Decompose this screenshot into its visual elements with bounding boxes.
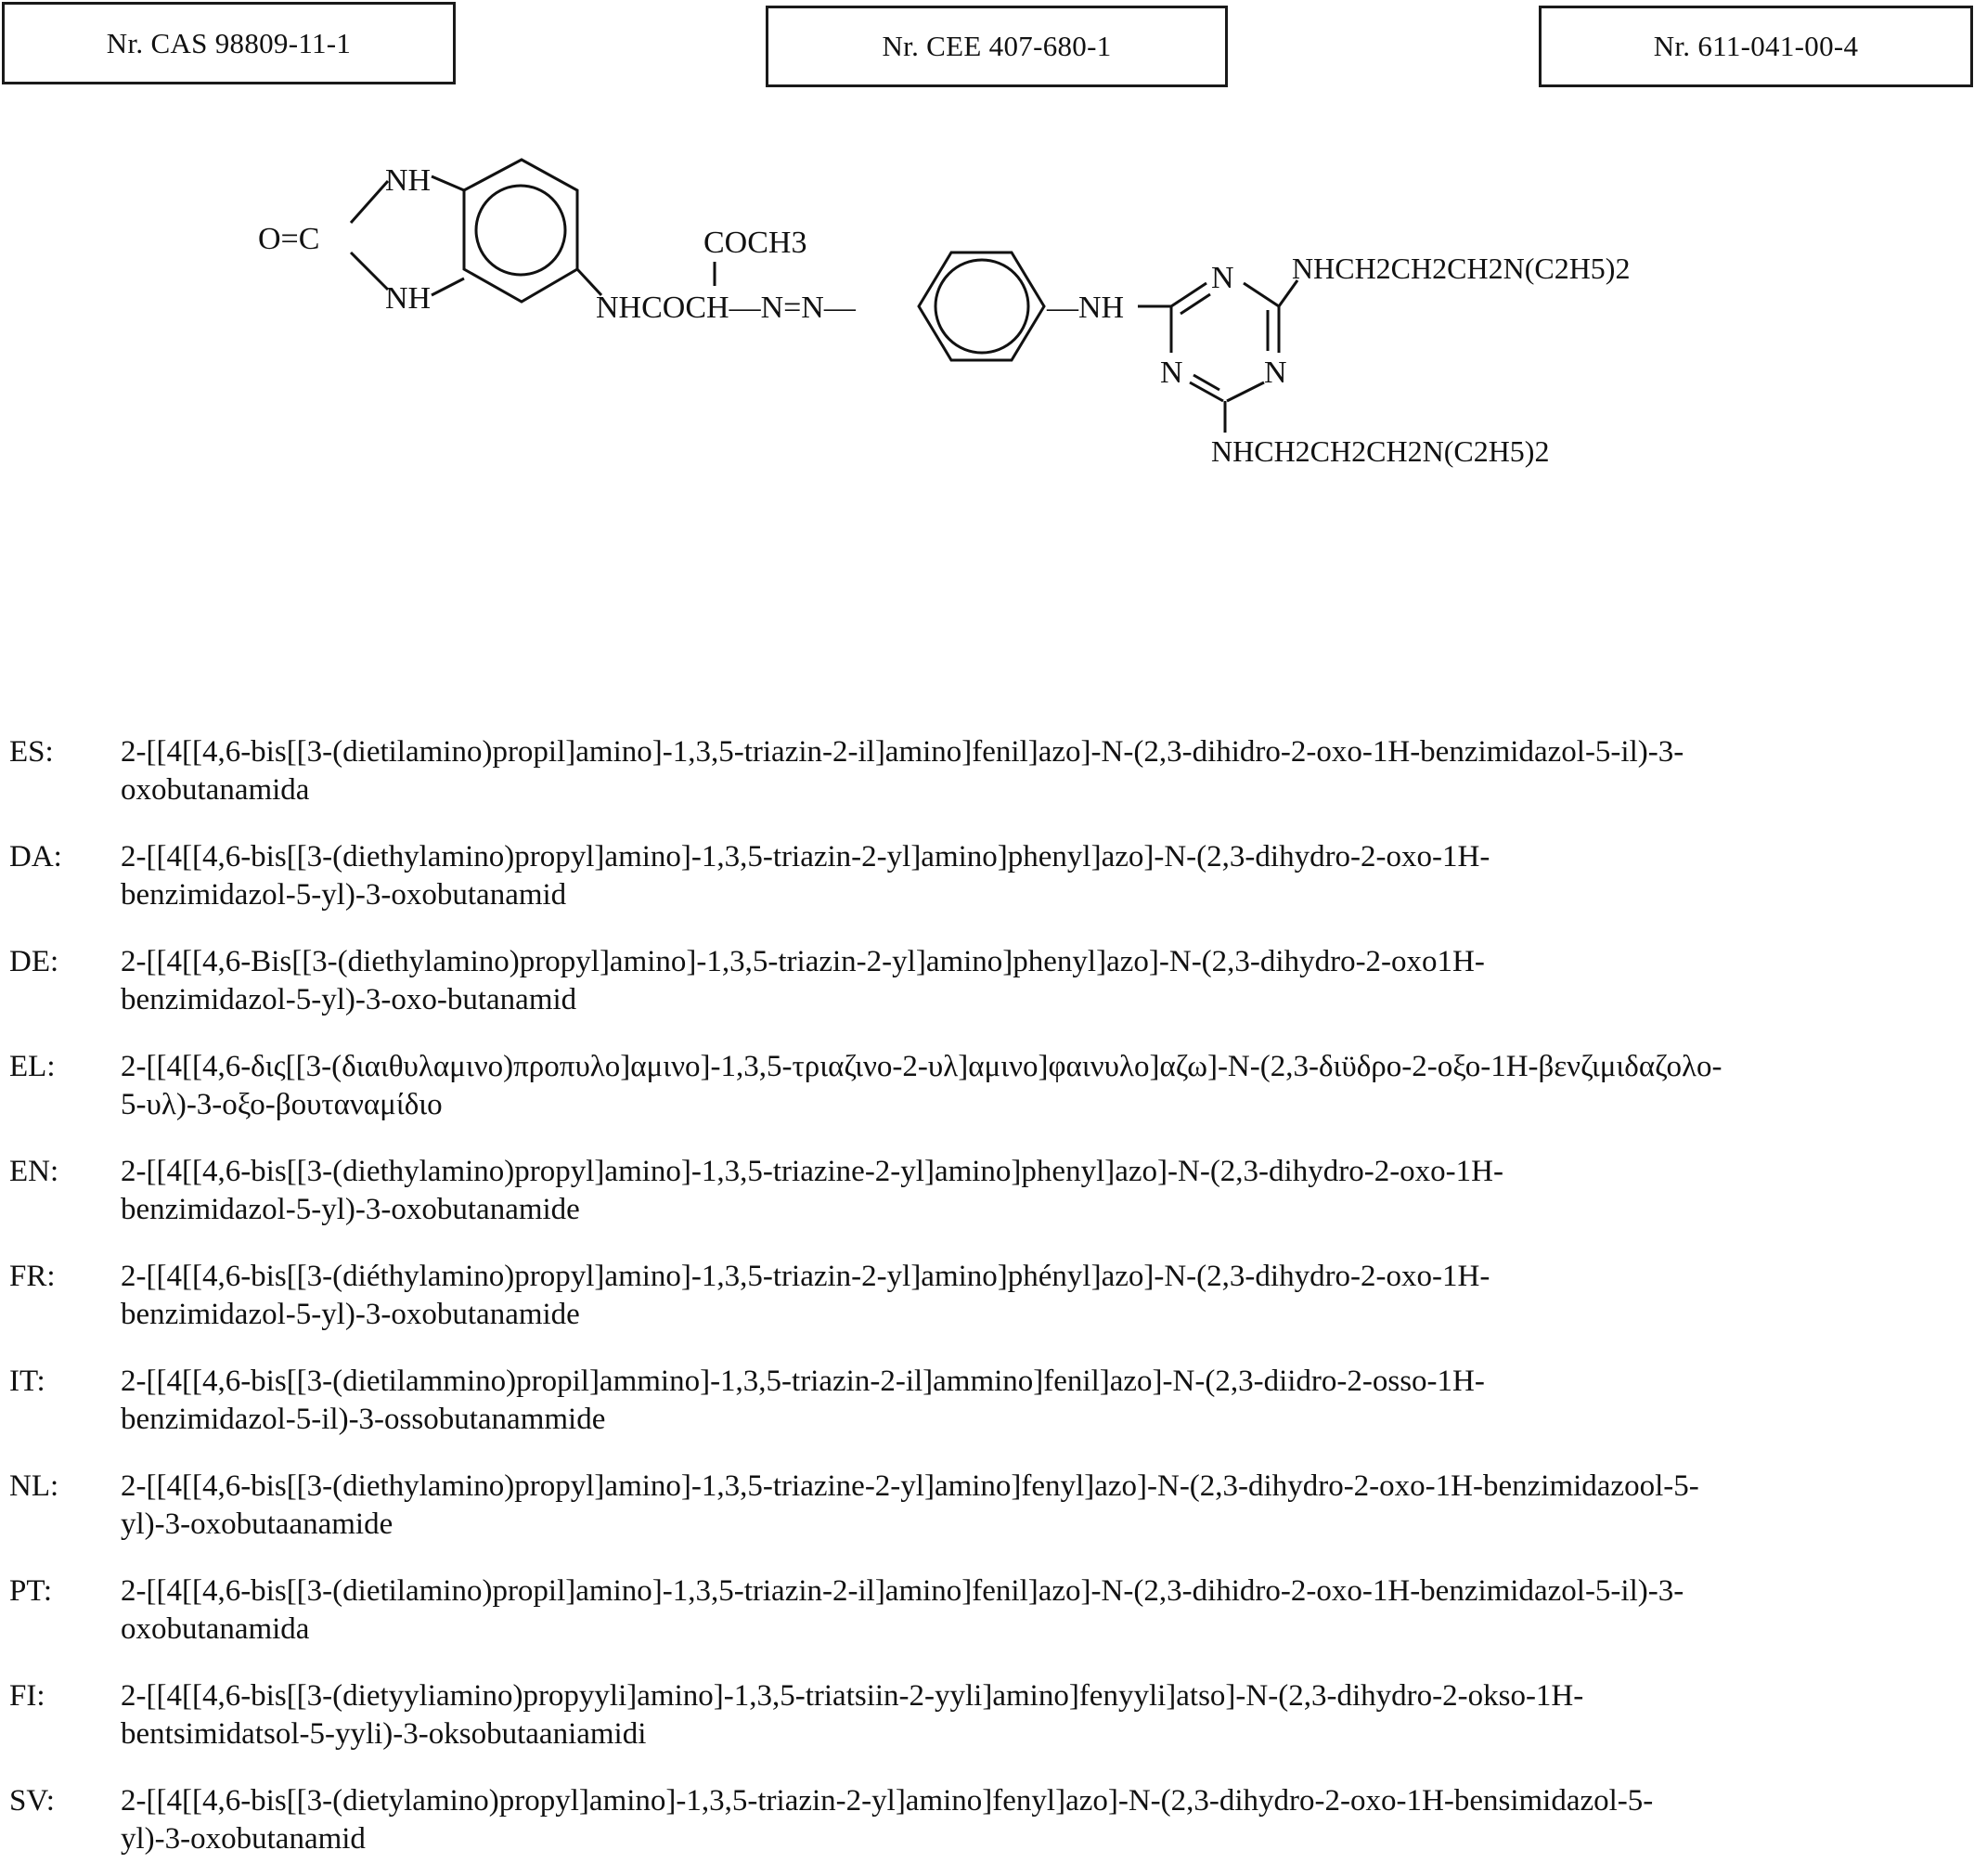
cee-number-box xyxy=(766,6,1228,87)
language-code: SV: xyxy=(9,1784,55,1818)
chemical-name-line-2: oxobutanamida xyxy=(121,773,310,807)
language-code: DE: xyxy=(9,945,59,978)
index-number-box xyxy=(1539,6,1973,87)
chemical-name xyxy=(121,1468,1968,1544)
chemical-name-line-1: 2-[[4[[4,6-bis[[3-(dietilammino)propil]ammino]-1,3,5-triazin-2-il]ammino]fenil]azo]-N-(2,3-diidro-2-osso-1H- xyxy=(121,1365,1485,1398)
benzene-ring-1-circle xyxy=(476,186,565,275)
chemical-name-line-2: 5-υλ)-3-οξο-βουταναμίδιο xyxy=(121,1088,443,1121)
struct-ring-n-top: N xyxy=(1211,261,1234,295)
cas-number: Nr. CAS 98809-11-1 xyxy=(106,26,352,59)
struct-side-chain-top: NHCH2CH2CH2N(C2H5)2 xyxy=(1292,252,1631,285)
chemical-name-line-2: bentsimidatsol-5-yyli)-3-oksobutaaniamidi xyxy=(121,1717,647,1751)
language-code: EL: xyxy=(9,1050,56,1083)
language-code: EN: xyxy=(9,1155,59,1188)
chemical-name xyxy=(121,1363,1968,1439)
chemical-name xyxy=(121,1677,1968,1753)
chemical-name-line-1: 2-[[4[[4,6-bis[[3-(dietyyliamino)propyyli]amino]-1,3,5-triatsiin-2-yyli]amino]fenyyli]atso]-N-(2,3-dihydro-2-okso-1H- xyxy=(121,1679,1584,1713)
triazine-bond-5 xyxy=(1190,382,1223,401)
chemical-name xyxy=(121,1153,1968,1229)
language-code: DA: xyxy=(9,840,62,873)
chemical-name-line-1: 2-[[4[[4,6-bis[[3-(dietilamino)propil]amino]-1,3,5-triazin-2-il]amino]fenil]azo]-N-(2,3-dihidro-2-oxo-1H-benzimidazol-5-il)-3- xyxy=(121,735,1684,769)
bond-c-nh-top xyxy=(351,181,388,223)
chemical-name-line-1: 2-[[4[[4,6-bis[[3-(dietilamino)propil]amino]-1,3,5-triazin-2-il]amino]fenil]azo]-N-(2,3-dihidro-2-oxo-1H-benzimidazol-5-il)-3- xyxy=(121,1574,1684,1608)
language-code: ES: xyxy=(9,735,54,769)
struct-nh-link: —NH xyxy=(1047,291,1125,325)
struct-coch3: COCH3 xyxy=(703,226,807,260)
benzene-ring-1 xyxy=(464,160,577,302)
struct-ring-n-right: N xyxy=(1264,356,1287,390)
chemical-name xyxy=(121,733,1968,809)
chemical-name-line-2: oxobutanamida xyxy=(121,1612,310,1646)
triazine-bond-1 xyxy=(1171,283,1206,306)
struct-side-chain-bottom: NHCH2CH2CH2N(C2H5)2 xyxy=(1211,434,1550,468)
language-code: NL: xyxy=(9,1469,59,1503)
struct-o-eq-c: O=C xyxy=(258,222,320,256)
cas-number-box xyxy=(2,2,456,84)
language-code: FI: xyxy=(9,1679,45,1713)
chemical-name-line-1: 2-[[4[[4,6-bis[[3-(diethylamino)propyl]amino]-1,3,5-triazine-2-yl]amino]fenyl]azo]-N-(2,3-dihydro-2-oxo-1H-benzimidazool-5- xyxy=(121,1469,1699,1503)
chemical-structure xyxy=(0,130,1974,492)
language-code: IT: xyxy=(9,1365,45,1398)
index-number: Nr. 611-041-00-4 xyxy=(1653,30,1859,62)
struct-nhcoch-azo: NHCOCH—N=N— xyxy=(596,291,856,325)
chemical-name-line-1: 2-[[4[[4,6-Bis[[3-(diethylamino)propyl]amino]-1,3,5-triazin-2-yl]amino]phenyl]azo]-N-(2,3-dihydro-2-oxo1H- xyxy=(121,945,1485,978)
struct-nh-bottom: NH xyxy=(385,281,432,316)
chemical-name-line-1: 2-[[4[[4,6-bis[[3-(dietylamino)propyl]amino]-1,3,5-triazin-2-yl]amino]fenyl]azo]-N-(2,3-dihydro-2-oxo-1H-bensimidazol-5- xyxy=(121,1784,1654,1818)
bond-nh-top-ring xyxy=(432,176,464,190)
bond-c-nh-bottom xyxy=(351,252,388,290)
benzene-ring-2 xyxy=(919,252,1044,360)
triazine-bond-4 xyxy=(1227,382,1264,401)
language-code: PT: xyxy=(9,1574,53,1608)
chemical-name-line-2: benzimidazol-5-yl)-3-oxobutanamide xyxy=(121,1298,580,1331)
struct-ring-n-left: N xyxy=(1160,356,1183,390)
chemical-name-line-1: 2-[[4[[4,6-δις[[3-(διαιθυλαμινο)προπυλο]αμινο]-1,3,5-τριαζινο-2-υλ]αμινο]φαινυλο]αζω]-N-(2,3-διϋδρο-2-οξο-1H-βενζιμιδαζολο- xyxy=(121,1050,1722,1083)
chemical-name-line-2: yl)-3-oxobutaanamide xyxy=(121,1507,394,1541)
chemical-name-line-1: 2-[[4[[4,6-bis[[3-(diethylamino)propyl]amino]-1,3,5-triazin-2-yl]amino]phenyl]azo]-N-(2,3-dihydro-2-oxo-1H- xyxy=(121,840,1490,873)
chemical-name-line-2: benzimidazol-5-yl)-3-oxo-butanamid xyxy=(121,983,577,1016)
chemical-name-line-2: benzimidazol-5-yl)-3-oxobutanamide xyxy=(121,1193,580,1226)
struct-nh-top: NH xyxy=(385,163,432,198)
chemical-name-line-2: benzimidazol-5-il)-3-ossobutanammide xyxy=(121,1403,606,1436)
chemical-name-line-1: 2-[[4[[4,6-bis[[3-(diethylamino)propyl]amino]-1,3,5-triazine-2-yl]amino]phenyl]azo]-N-(2,3-dihydro-2-oxo-1H- xyxy=(121,1155,1503,1188)
bond-nh-bottom-ring xyxy=(432,278,464,295)
chemical-name xyxy=(121,838,1968,914)
chemical-name-line-2: benzimidazol-5-yl)-3-oxobutanamid xyxy=(121,878,567,912)
cee-number: Nr. CEE 407-680-1 xyxy=(882,30,1112,62)
benzene-ring-2-circle xyxy=(935,260,1028,353)
chemical-name xyxy=(121,1572,1968,1649)
chemical-name xyxy=(121,1782,1968,1858)
chemical-name-line-1: 2-[[4[[4,6-bis[[3-(diéthylamino)propyl]amino]-1,3,5-triazin-2-yl]amino]phényl]azo]-N-(2,3-dihydro-2-oxo-1H- xyxy=(121,1260,1490,1293)
language-code: FR: xyxy=(9,1260,56,1293)
triazine-bond-2 xyxy=(1244,283,1279,306)
chemical-name xyxy=(121,1048,1968,1124)
chemical-name xyxy=(121,943,1968,1019)
chemical-name-line-2: yl)-3-oxobutanamid xyxy=(121,1822,366,1856)
chemical-name xyxy=(121,1258,1968,1334)
